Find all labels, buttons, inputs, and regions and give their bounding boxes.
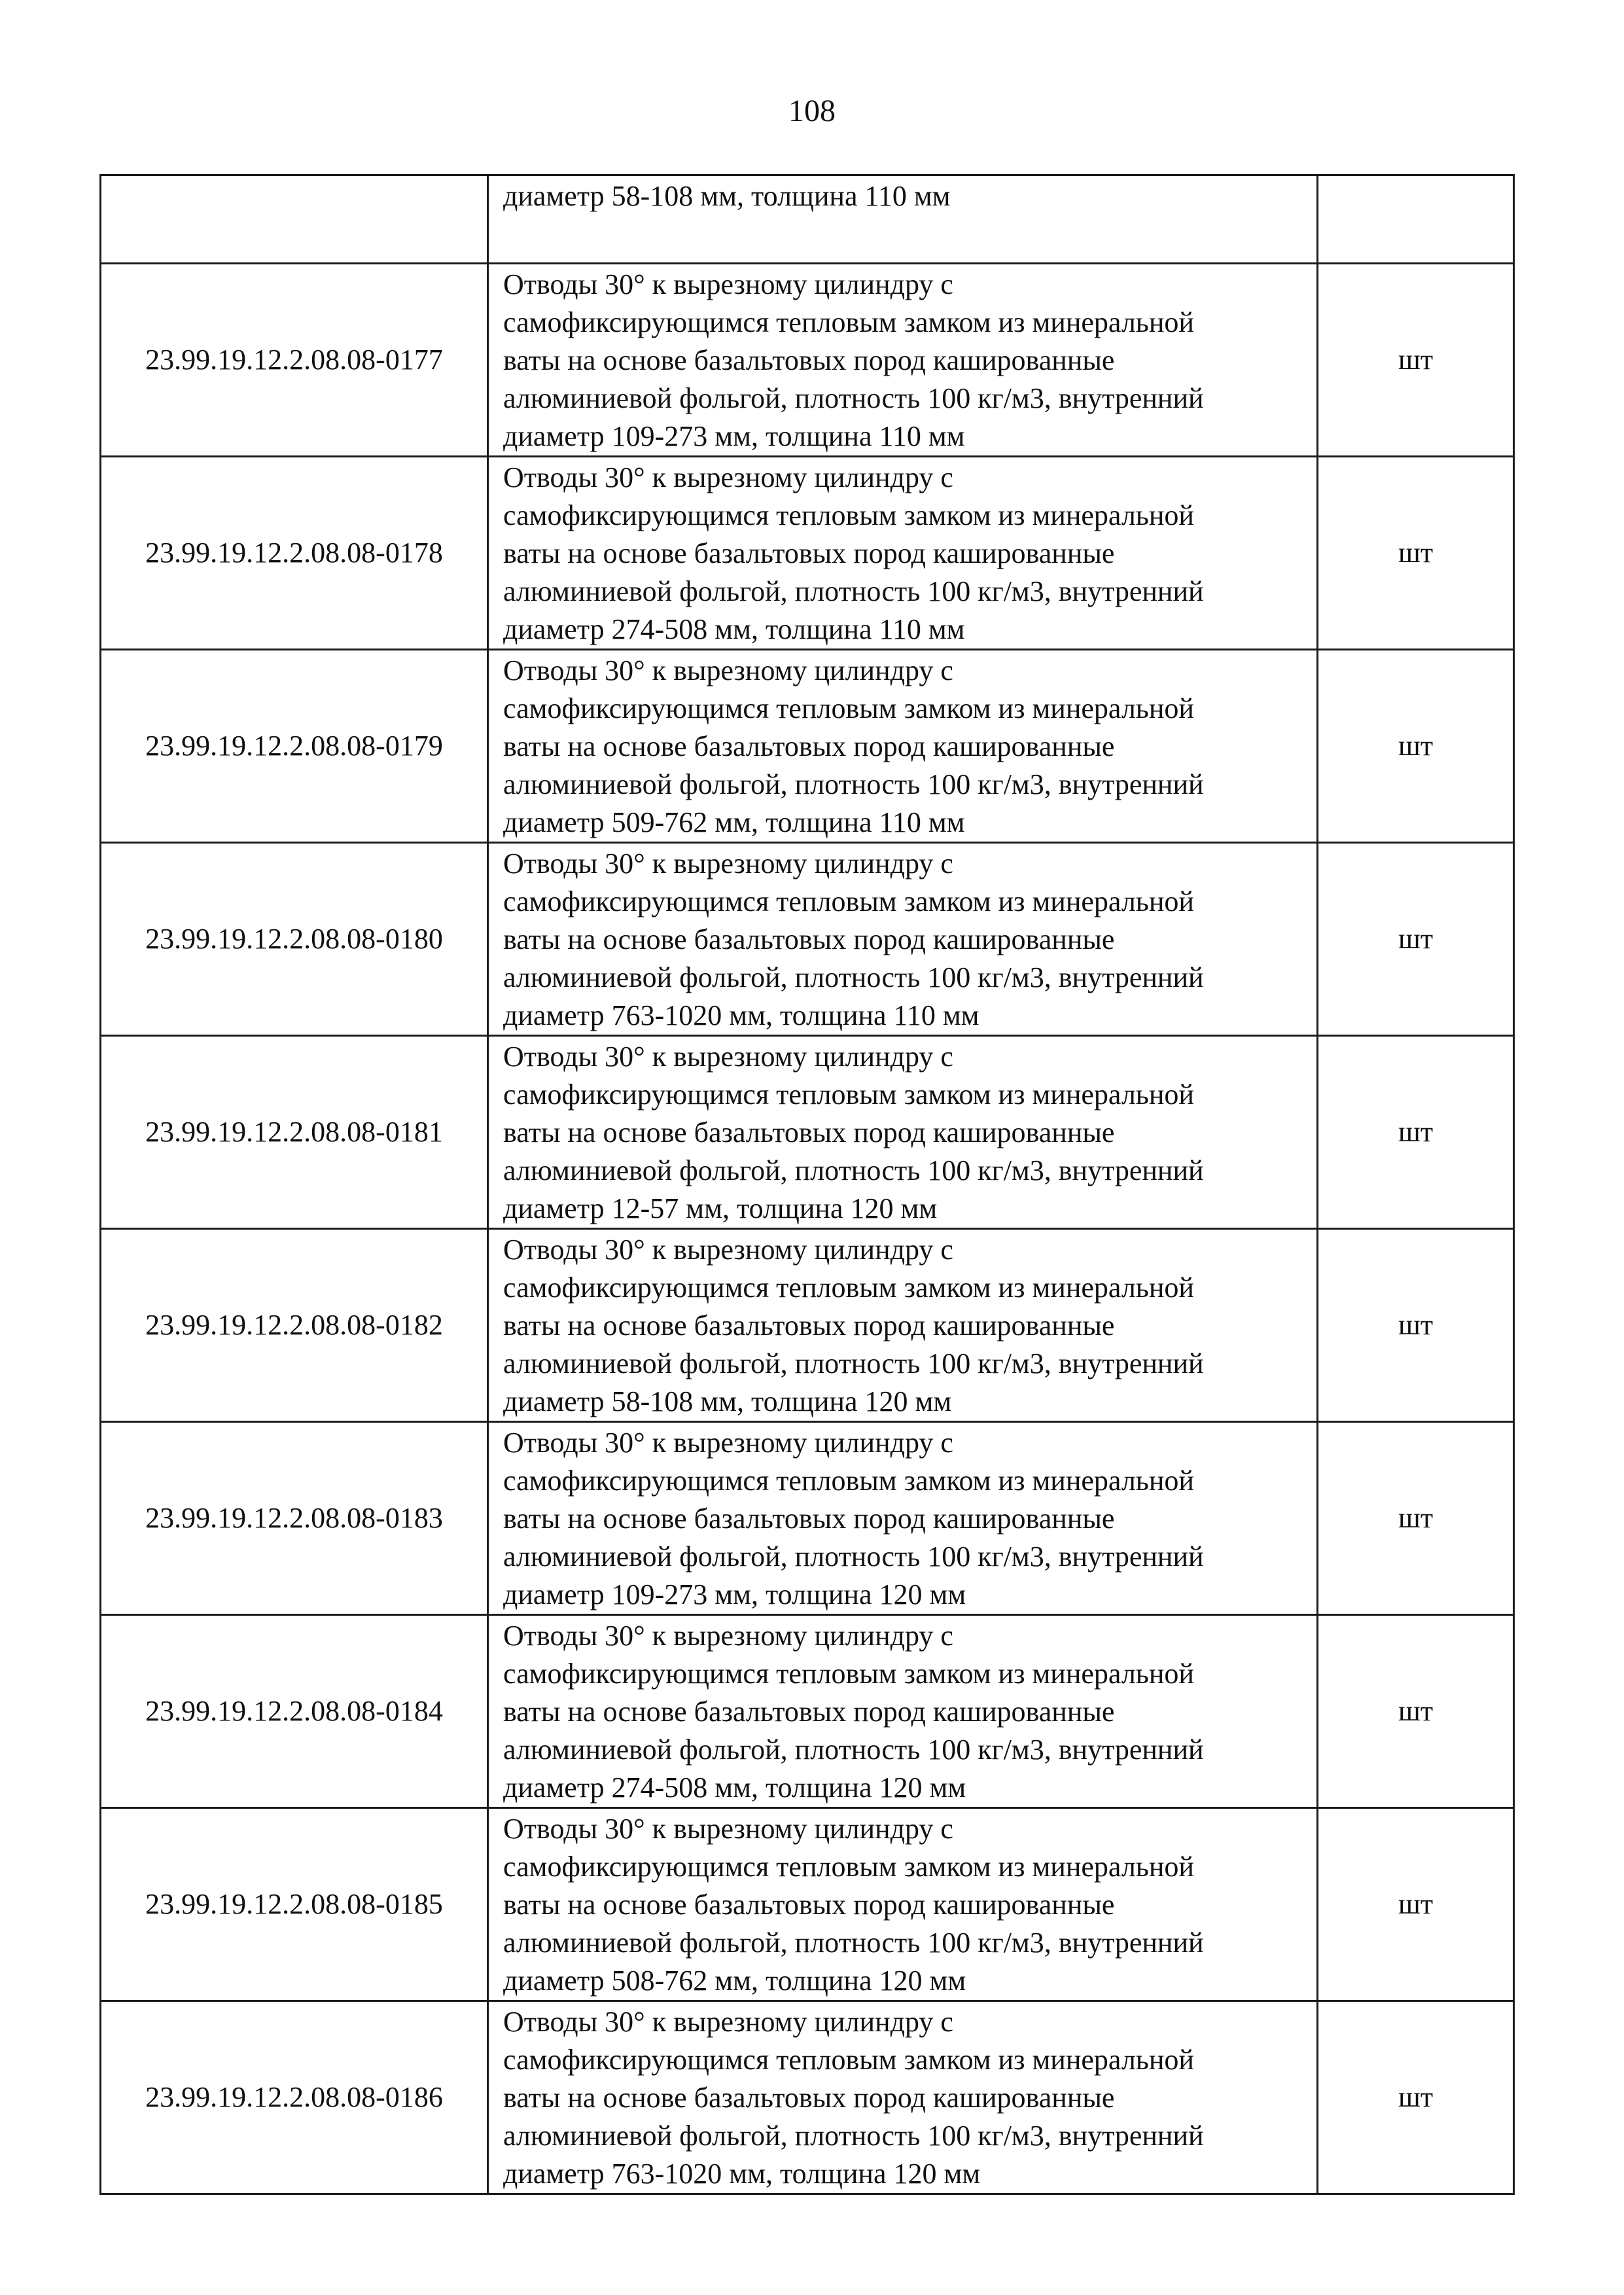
description-cell: Отводы 30° к вырезному цилиндру с самофиксирующимся тепловым замком из минеральной ваты на основе базальтовых пород кашированные алюминиевой фольгой, плотность 100 кг/м3, внутренний диаметр 509-762 мм, толщина 110 мм bbox=[488, 650, 1318, 843]
code-cell: 23.99.19.12.2.08.08-0179 bbox=[101, 650, 488, 843]
unit-cell: шт bbox=[1318, 1229, 1514, 1422]
unit-cell: шт bbox=[1318, 264, 1514, 457]
table-row bbox=[101, 175, 1514, 264]
code-cell: 23.99.19.12.2.08.08-0181 bbox=[101, 1036, 488, 1229]
table-row bbox=[101, 1229, 1514, 1422]
description-cell: Отводы 30° к вырезному цилиндру с самофиксирующимся тепловым замком из минеральной ваты на основе базальтовых пород кашированные алюминиевой фольгой, плотность 100 кг/м3, внутренний диаметр 109-273 мм, толщина 110 мм bbox=[488, 264, 1318, 457]
unit-cell: шт bbox=[1318, 2001, 1514, 2194]
code-cell: 23.99.19.12.2.08.08-0185 bbox=[101, 1808, 488, 2001]
unit-cell bbox=[1318, 175, 1514, 264]
description-cell: Отводы 30° к вырезному цилиндру с самофиксирующимся тепловым замком из минеральной ваты на основе базальтовых пород кашированные алюминиевой фольгой, плотность 100 кг/м3, внутренний диаметр 763-1020 мм, толщина 110 мм bbox=[488, 843, 1318, 1036]
unit-cell: шт bbox=[1318, 843, 1514, 1036]
table-row bbox=[101, 2001, 1514, 2194]
description-cell: Отводы 30° к вырезному цилиндру с самофиксирующимся тепловым замком из минеральной ваты на основе базальтовых пород кашированные алюминиевой фольгой, плотность 100 кг/м3, внутренний диаметр 763-1020 мм, толщина 120 мм bbox=[488, 2001, 1318, 2194]
description-cell: Отводы 30° к вырезному цилиндру с самофиксирующимся тепловым замком из минеральной ваты на основе базальтовых пород кашированные алюминиевой фольгой, плотность 100 кг/м3, внутренний диаметр 109-273 мм, толщина 120 мм bbox=[488, 1422, 1318, 1615]
description-cell: Отводы 30° к вырезному цилиндру с самофиксирующимся тепловым замком из минеральной ваты на основе базальтовых пород кашированные алюминиевой фольгой, плотность 100 кг/м3, внутренний диаметр 12-57 мм, толщина 120 мм bbox=[488, 1036, 1318, 1229]
table-row bbox=[101, 1615, 1514, 1808]
unit-cell: шт bbox=[1318, 1615, 1514, 1808]
table-row bbox=[101, 1036, 1514, 1229]
description-cell: Отводы 30° к вырезному цилиндру с самофиксирующимся тепловым замком из минеральной ваты на основе базальтовых пород кашированные алюминиевой фольгой, плотность 100 кг/м3, внутренний диаметр 508-762 мм, толщина 120 мм bbox=[488, 1808, 1318, 2001]
description-cell: Отводы 30° к вырезному цилиндру с самофиксирующимся тепловым замком из минеральной ваты на основе базальтовых пород кашированные алюминиевой фольгой, плотность 100 кг/м3, внутренний диаметр 274-508 мм, толщина 120 мм bbox=[488, 1615, 1318, 1808]
code-cell: 23.99.19.12.2.08.08-0182 bbox=[101, 1229, 488, 1422]
table-row bbox=[101, 1808, 1514, 2001]
resource-table bbox=[99, 174, 1515, 2195]
code-cell: 23.99.19.12.2.08.08-0186 bbox=[101, 2001, 488, 2194]
table-row bbox=[101, 650, 1514, 843]
unit-cell: шт bbox=[1318, 457, 1514, 650]
code-cell: 23.99.19.12.2.08.08-0180 bbox=[101, 843, 488, 1036]
table-row bbox=[101, 457, 1514, 650]
description-cell: диаметр 58-108 мм, толщина 110 мм bbox=[488, 175, 1318, 264]
code-cell: 23.99.19.12.2.08.08-0178 bbox=[101, 457, 488, 650]
unit-cell: шт bbox=[1318, 1036, 1514, 1229]
page-number: 108 bbox=[788, 94, 836, 128]
description-cell: Отводы 30° к вырезному цилиндру с самофиксирующимся тепловым замком из минеральной ваты на основе базальтовых пород кашированные алюминиевой фольгой, плотность 100 кг/м3, внутренний диаметр 58-108 мм, толщина 120 мм bbox=[488, 1229, 1318, 1422]
description-cell: Отводы 30° к вырезному цилиндру с самофиксирующимся тепловым замком из минеральной ваты на основе базальтовых пород кашированные алюминиевой фольгой, плотность 100 кг/м3, внутренний диаметр 274-508 мм, толщина 110 мм bbox=[488, 457, 1318, 650]
code-cell: 23.99.19.12.2.08.08-0184 bbox=[101, 1615, 488, 1808]
code-cell: 23.99.19.12.2.08.08-0183 bbox=[101, 1422, 488, 1615]
code-cell: 23.99.19.12.2.08.08-0177 bbox=[101, 264, 488, 457]
table-row bbox=[101, 1422, 1514, 1615]
unit-cell: шт bbox=[1318, 650, 1514, 843]
unit-cell: шт bbox=[1318, 1808, 1514, 2001]
code-cell bbox=[101, 175, 488, 264]
unit-cell: шт bbox=[1318, 1422, 1514, 1615]
table-row bbox=[101, 264, 1514, 457]
table-row bbox=[101, 843, 1514, 1036]
